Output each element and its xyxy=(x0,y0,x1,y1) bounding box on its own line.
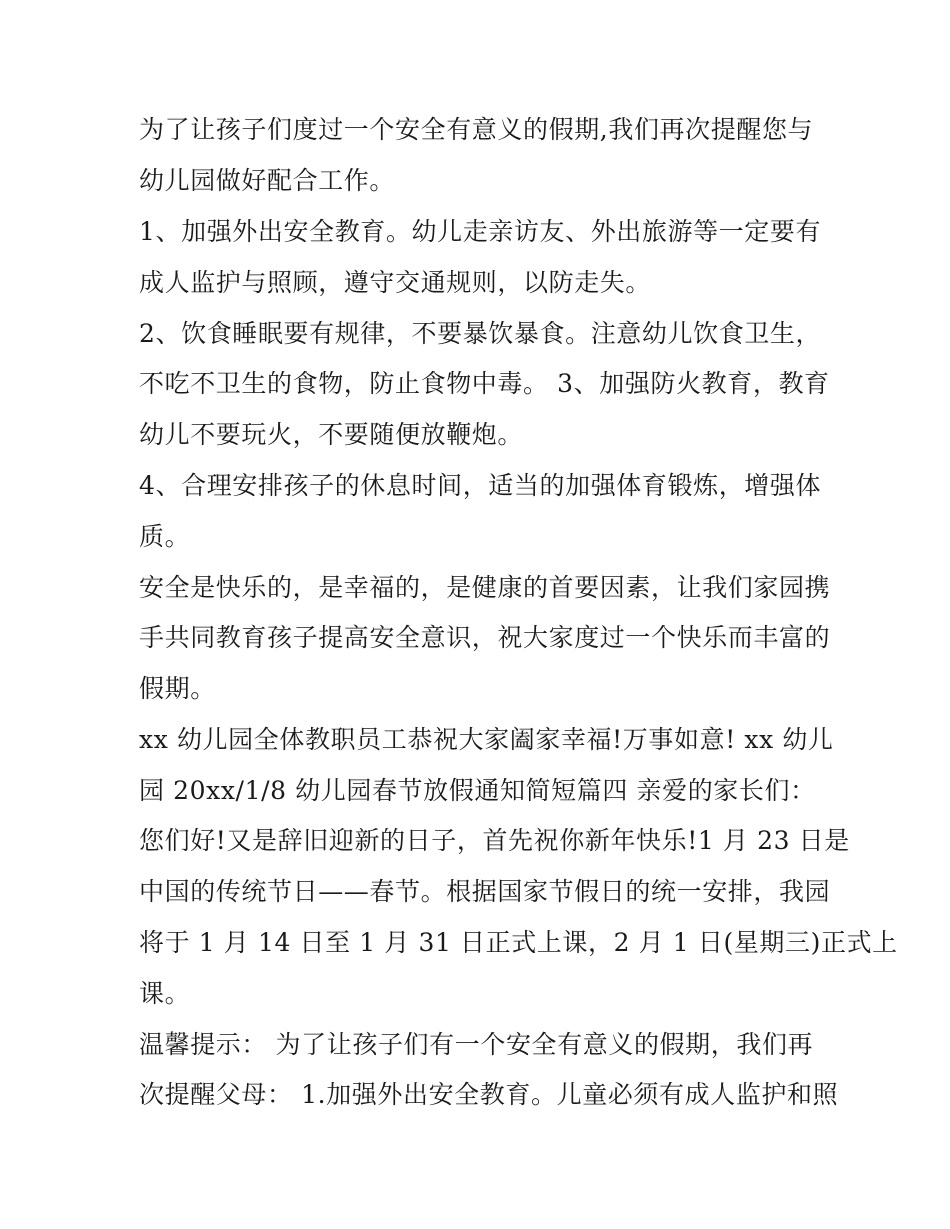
text-line: 1、加强外出安全教育。幼儿走亲访友、外出旅游等一定要有 xyxy=(139,217,822,246)
text-line: 园 20xx/1/8 幼儿园春节放假通知简短篇四 亲爱的家长们： xyxy=(139,776,816,805)
text-line: 成人监护与照顾，遵守交通规则，以防走失。 xyxy=(139,268,652,297)
text-line: 次提醒父母： 1.加强外出安全教育。儿童必须有成人监护和照 xyxy=(139,1080,839,1109)
text-line: 2、饮食睡眠要有规律，不要暴饮暴食。注意幼儿饮食卫生， xyxy=(139,319,822,348)
text-line: 中国的传统节日——春节。根据国家节假日的统一安排，我园 xyxy=(139,877,831,906)
text-line: 假期。 xyxy=(139,674,216,703)
text-line: 为了让孩子们度过一个安全有意义的假期,我们再次提醒您与 xyxy=(139,115,814,144)
text-line: 安全是快乐的，是幸福的，是健康的首要因素，让我们家园携 xyxy=(139,573,831,602)
text-line: 4、合理安排孩子的休息时间，适当的加强体育锻炼，增强体 xyxy=(139,471,822,500)
text-line: 质。 xyxy=(139,522,191,551)
text-line: 幼儿园做好配合工作。 xyxy=(139,166,396,195)
text-line: 幼儿不要玩火，不要随便放鞭炮。 xyxy=(139,420,524,449)
text-line: 不吃不卫生的食物，防止食物中毒。 3、加强防火教育，教育 xyxy=(139,369,830,398)
text-line: 课。 xyxy=(139,979,191,1008)
text-line: 将于 1 月 14 日至 1 月 31 日正式上课，2 月 1 日(星期三)正式上 xyxy=(139,928,898,957)
text-line: 温馨提示： 为了让孩子们有一个安全有意义的假期，我们再 xyxy=(139,1030,814,1059)
text-line: 您们好!又是辞旧迎新的日子，首先祝你新年快乐!1 月 23 日是 xyxy=(139,826,850,855)
text-line: xx 幼儿园全体教职员工恭祝大家阖家幸福!万事如意! xx 幼儿 xyxy=(139,725,834,754)
text-line: 手共同教育孩子提高安全意识，祝大家度过一个快乐而丰富的 xyxy=(139,623,831,652)
